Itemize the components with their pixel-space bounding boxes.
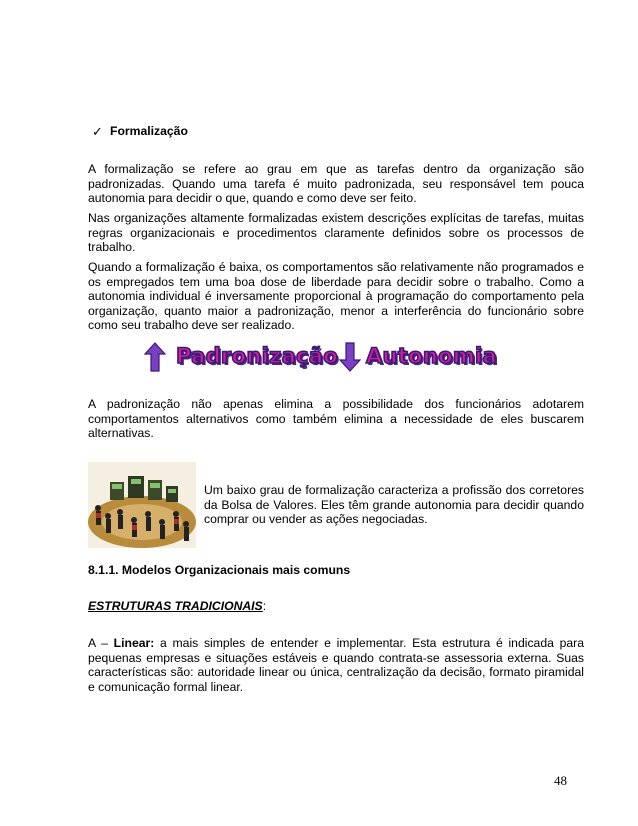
- word-padronizacao: Padronização: [176, 344, 339, 368]
- page-number: 48: [554, 773, 567, 788]
- paragraph-linear: [88, 636, 584, 694]
- linear-prefix: A –: [88, 636, 114, 650]
- structures-colon: :: [262, 599, 267, 613]
- subsection-title: 8.1.1. Modelos Organizacionais mais comuns: [88, 563, 351, 577]
- paragraph-standardization: A padronização não apenas elimina a possibilidade dos funcionários adotarem comportamentos alternativos como também elimina a necessidade de eles buscarem alternativas.: [88, 397, 584, 441]
- arrow-down-icon: [339, 342, 361, 372]
- arrow-up-icon: [144, 342, 166, 372]
- paragraph-stock-brokers: Um baixo grau de formalização caracteriza a profissão dos corretores da Bolsa de Valores. Eles têm grande autonomia para decidir quando comprar ou vender as ações negociadas.: [204, 483, 584, 527]
- section-heading: Formalização: [110, 124, 188, 138]
- paragraph-low-formalization: Quando a formalização é baixa, os comportamentos são relativamente não programados e os empregados tem uma boa dose de liberdade para decidir sobre o trabalho. Como a autonomia individual é inversamente proporcional à programação do comportamento pela organização, quanto maior a padronização, menor a interferência do funcionário sobre como seu trabalho deve ser realizado.: [88, 260, 584, 333]
- structures-title: ESTRUTURAS TRADICIONAIS: [88, 599, 263, 613]
- checkmark-icon: ✓: [92, 124, 103, 139]
- stock-exchange-clipart: [88, 462, 196, 548]
- paragraph-formalization-definition: A formalização se refere ao grau em que as tarefas dentro da organização são padronizadas. Quando uma tarefa é muito padronizada, seu responsável tem pouca autonomia para decidir o que, quando e como deve ser feito.: [88, 162, 584, 206]
- paragraph-high-formalization: Nas organizações altamente formalizadas existem descrições explícitas de tarefas, muitas regras organizacionais e procedimentos claramente definidos sobre os processos de trabalho.: [88, 211, 584, 255]
- word-autonomia: Autonomia: [366, 344, 497, 368]
- linear-term: Linear:: [113, 636, 155, 650]
- structures-heading: [88, 599, 266, 613]
- linear-text: a mais simples de entender e implementar. Esta estrutura é indicada para pequenas empresas e situações estáveis e quando contrata-se assessoria externa. Suas características são: autoridade linear ou única, centralização da decisão, formato piramidal e comunicação formal linear.: [88, 636, 584, 694]
